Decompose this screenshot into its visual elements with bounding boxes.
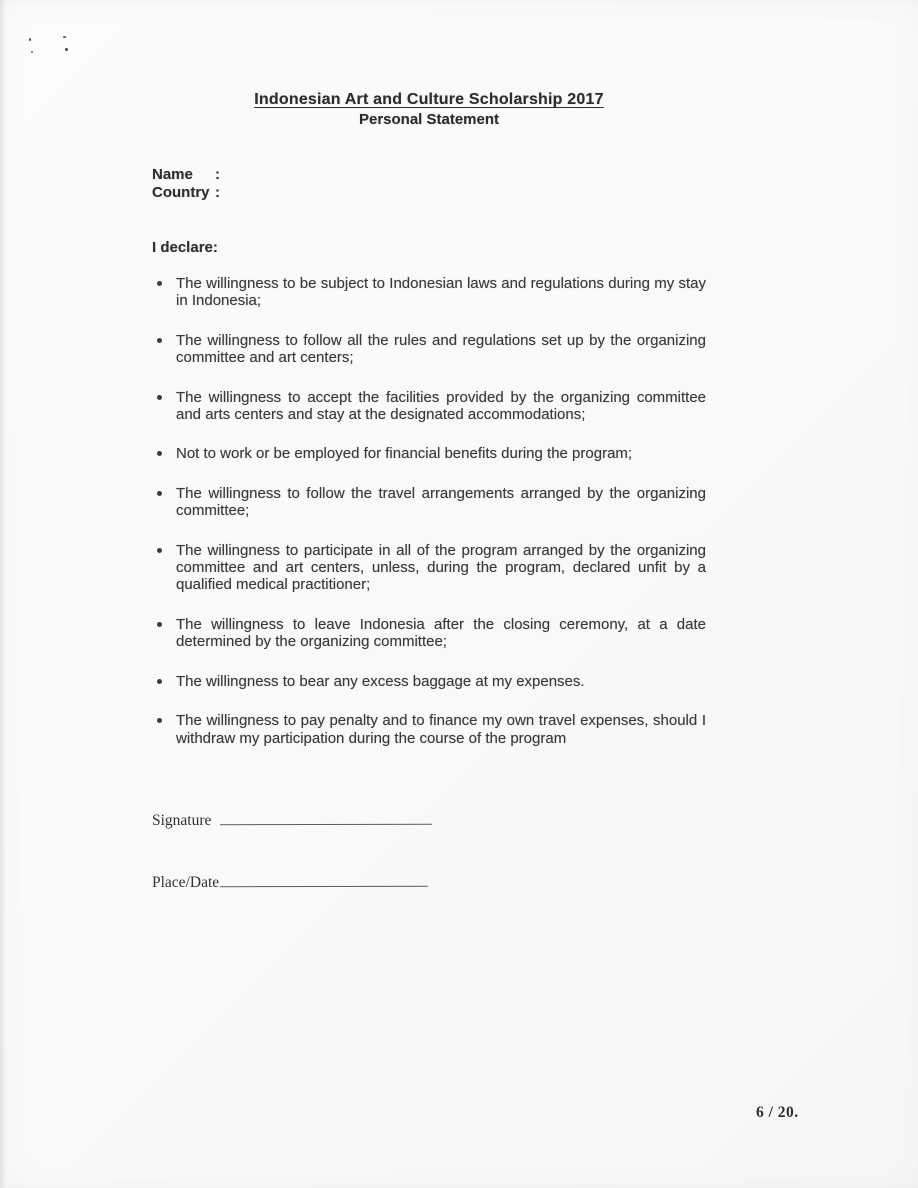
page-number: 6 / 20.	[756, 1104, 799, 1121]
place-date-label: Place/Date	[152, 874, 220, 891]
declaration-item	[152, 712, 706, 747]
bullet-icon	[157, 491, 162, 496]
declaration-list	[152, 275, 706, 769]
scan-speck	[63, 36, 66, 38]
scan-speck	[31, 51, 33, 53]
scan-speck	[29, 38, 31, 41]
name-label: Name	[152, 166, 193, 183]
bullet-icon	[157, 451, 162, 456]
document-title: Indonesian Art and Culture Scholarship 2017	[254, 91, 604, 108]
bullet-icon	[157, 395, 162, 400]
declaration-item	[152, 445, 706, 462]
signature-row	[152, 812, 432, 830]
name-colon: :	[215, 166, 220, 183]
name-field-row	[152, 166, 220, 184]
declaration-item	[152, 332, 706, 367]
country-field-row	[152, 184, 220, 202]
country-label: Country	[152, 184, 210, 201]
declaration-heading: I declare:	[152, 239, 218, 256]
bullet-icon	[157, 622, 162, 627]
declaration-item	[152, 542, 706, 594]
bullet-icon	[157, 338, 162, 343]
declaration-item-text: Not to work or be employed for financial benefits during the program;	[176, 445, 633, 463]
declaration-item-text: The willingness to bear any excess baggage at my expenses.	[176, 672, 585, 690]
signature-label: Signature	[152, 812, 212, 829]
declaration-item-text: The willingness to leave Indonesia after the closing ceremony, at a date determined by the organizing committee;	[176, 615, 706, 651]
declaration-item	[152, 485, 706, 520]
document-header	[152, 90, 706, 129]
declaration-item-text: The willingness to participate in all of the program arranged by the organizing committee and art centers, unless, during the program, declared unfit by a qualified medical practitioner;	[176, 541, 706, 594]
place-date-blank-line	[220, 874, 428, 887]
scan-edge-shadow	[0, 0, 6, 1188]
declaration-item-text: The willingness to follow the travel arrangements arranged by the organizing committee;	[176, 484, 706, 520]
bullet-icon	[157, 548, 162, 553]
signature-blank-line	[220, 812, 432, 825]
declaration-item-text: The willingness to be subject to Indonesian laws and regulations during my stay in Indonesia;	[176, 275, 706, 310]
declaration-item-text: The willingness to accept the facilities provided by the organizing committee and arts centers and stay at the designated accommodations;	[176, 388, 706, 424]
declaration-item	[152, 616, 706, 651]
bullet-icon	[157, 718, 162, 723]
declaration-item	[152, 275, 706, 310]
declaration-item-text: The willingness to follow all the rules and regulations set up by the organizing committee and art centers;	[176, 331, 706, 367]
signature-section	[152, 812, 432, 892]
declaration-item-text: The willingness to pay penalty and to finance my own travel expenses, should I withdraw my participation during the course of the program	[176, 712, 706, 747]
identity-fields	[152, 166, 220, 202]
place-date-row	[152, 874, 432, 892]
scan-speck	[65, 48, 68, 51]
country-colon: :	[215, 184, 220, 201]
declaration-item	[152, 389, 706, 424]
bullet-icon	[157, 281, 162, 286]
document-subtitle: Personal Statement	[358, 111, 500, 128]
declaration-item	[152, 673, 706, 690]
bullet-icon	[157, 679, 162, 684]
